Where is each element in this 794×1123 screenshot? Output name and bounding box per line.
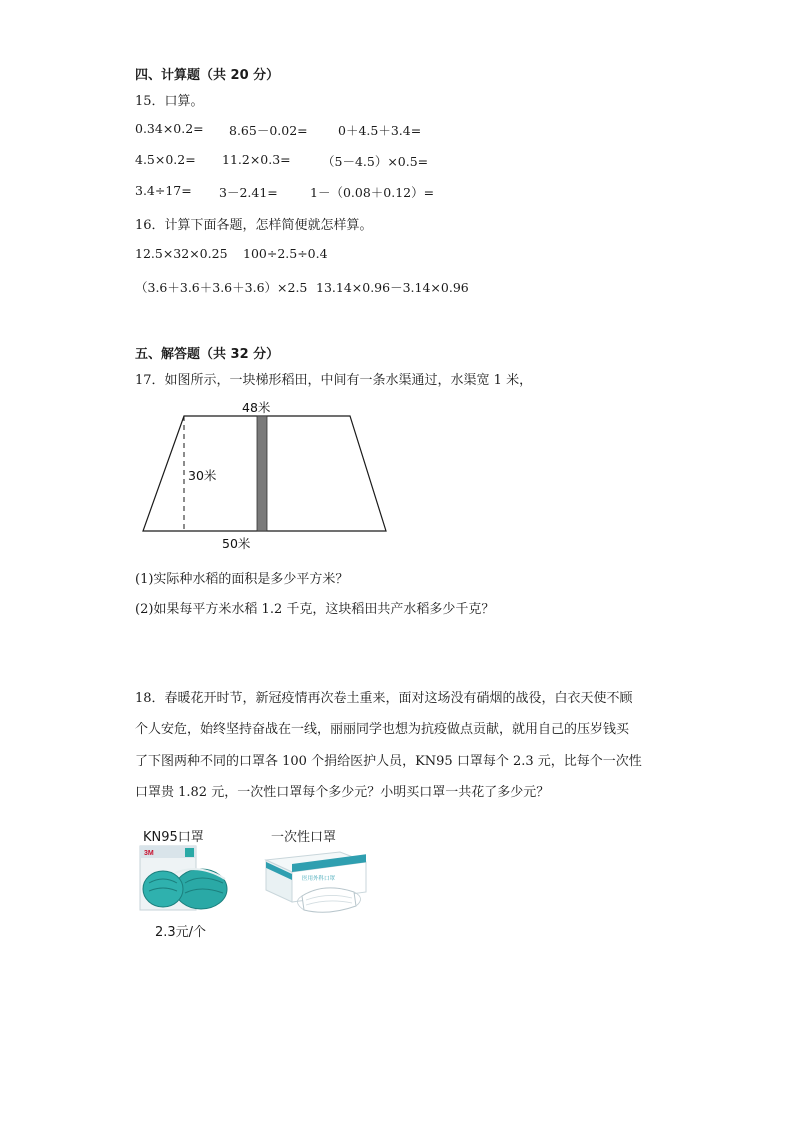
kn95-price: 2.3元/个 (155, 925, 207, 940)
height-label: 30米 (188, 468, 217, 483)
mental-math-item: 0＋4.5＋3.4= (338, 123, 422, 138)
question-17-sub-2: (2)如果每平方米水稻 1.2 千克，这块稻田共产水稻多少千克？ (135, 602, 495, 617)
calc-item: 13.14×0.96－3.14×0.96 (316, 280, 469, 295)
mental-math-item: 1－（0.08＋0.12）= (310, 185, 435, 200)
question-16-title: 16．计算下面各题，怎样简便就怎样算。 (135, 218, 373, 233)
question-17-title: 17．如图所示，一块梯形稻田，中间有一条水渠通过，水渠宽 1 米， (135, 373, 533, 388)
question-18-line: 个人安危，始终坚持奋战在一线，丽丽同学也想为抗疫做点贡献，就用自己的压岁钱买 (135, 722, 630, 737)
mental-math-item: （5－4.5）×0.5= (322, 154, 429, 169)
top-base-label: 48米 (242, 400, 271, 415)
kn95-caption: KN95口罩 (143, 830, 204, 845)
calc-item: 12.5×32×0.25 (135, 246, 228, 261)
question-18-line: 了下图两种不同的口罩各 100 个捐给医护人员，KN95 口罩每个 2.3 元，比每个一次性 (135, 754, 642, 769)
disposable-mask-caption: 一次性口罩 (271, 830, 337, 845)
section-5-header: 五、解答题（共 32 分） (135, 347, 280, 362)
section-4-header: 四、计算题（共 20 分） (135, 68, 280, 83)
mental-math-item: 0.34×0.2= (135, 121, 204, 136)
mental-math-item: 4.5×0.2= (135, 152, 196, 167)
water-canal (257, 416, 267, 531)
kn95-mask-image (139, 845, 231, 913)
question-17-sub-1: (1)实际种水稻的面积是多少平方米？ (135, 572, 349, 587)
bottom-base-label: 50米 (222, 536, 251, 551)
question-15-title: 15．口算。 (135, 94, 204, 109)
trapezoid-field-diagram (130, 396, 400, 556)
mental-math-item: 3－2.41= (219, 185, 278, 200)
calc-item: （3.6＋3.6＋3.6＋3.6）×2.5 (135, 280, 308, 295)
mental-math-item: 8.65－0.02= (229, 123, 308, 138)
kn95-brand-logo: 3M (144, 850, 154, 857)
calc-item: 100÷2.5÷0.4 (243, 246, 328, 261)
disposable-mask-image (262, 846, 370, 918)
question-18-line: 18．春暖花开时节，新冠疫情再次卷土重来，面对这场没有硝烟的战役，白衣天使不顾 (135, 691, 633, 706)
question-18-line: 口罩贵 1.82 元，一次性口罩每个多少元？小明买口罩一共花了多少元？ (135, 785, 550, 800)
mental-math-item: 11.2×0.3= (222, 152, 291, 167)
disposable-box-label: 医用外科口罩 (302, 876, 336, 882)
mental-math-item: 3.4÷17= (135, 183, 192, 198)
